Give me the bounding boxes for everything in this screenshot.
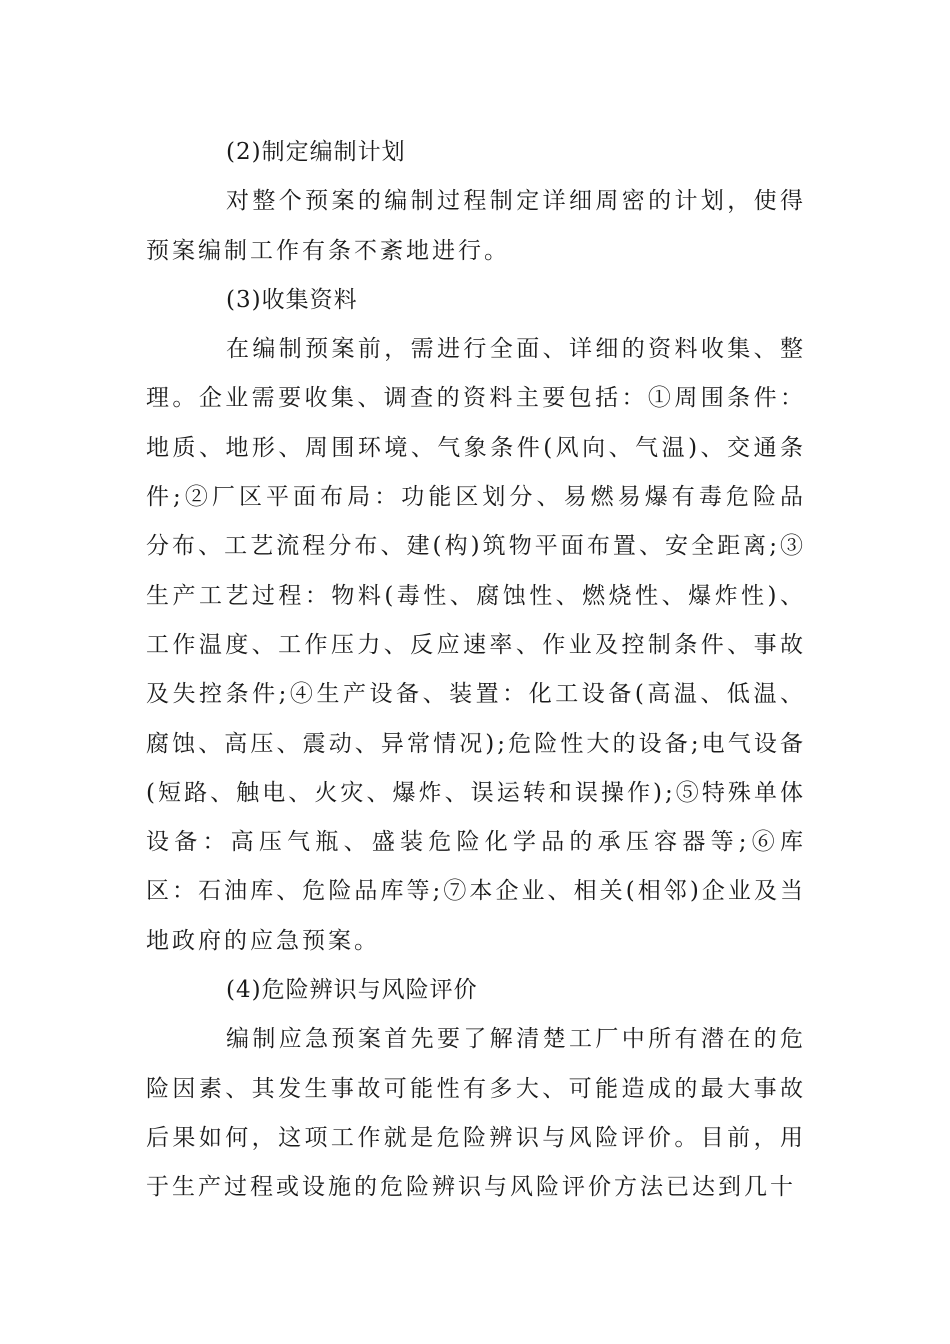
- section-heading-collect: (3)收集资料: [226, 286, 358, 313]
- section-heading-plan: (2)制定编制计划: [226, 139, 406, 165]
- document-body: [146, 128, 806, 1213]
- paragraph-collect: 在编制预案前，需进行全面、详细的资料收集、整理。企业需要收集、调查的资料主要包括：①周围条件：地质、地形、周围环境、气象条件(风向、气温)、交通条件;②厂区平面布局：功能区划分、易燃易爆有毒危险品分布、工艺流程分布、建(构)筑物平面布置、安全距离;③生产工艺过程：物料(毒性、腐蚀性、燃烧性、爆炸性)、工作温度、工作压力、反应速率、作业及控制条件、事故及失控条件;④生产设备、装置：化工设备(高温、低温、腐蚀、高压、震动、异常情况);危险性大的设备;电气设备(短路、触电、火灾、爆炸、误运转和误操作);⑤特殊单体设备：高压气瓶、盛装危险化学品的承压容器等;⑥库区：石油库、危险品库等;⑦本企业、相关(相邻)企业及当地政府的应急预案。: [146, 336, 806, 954]
- paragraph-risk: 编制应急预案首先要了解清楚工厂中所有潜在的危险因素、其发生事故可能性有多大、可能造成的最大事故后果如何，这项工作就是危险辨识与风险评价。目前，用于生产过程或设施的危险辨识与风险评价方法已达到几十: [146, 1026, 806, 1201]
- paragraph-plan: 对整个预案的编制过程制定详细周密的计划，使得预案编制工作有条不紊地进行。: [146, 188, 806, 264]
- section-heading-risk: (4)危险辨识与风险评价: [226, 977, 478, 1004]
